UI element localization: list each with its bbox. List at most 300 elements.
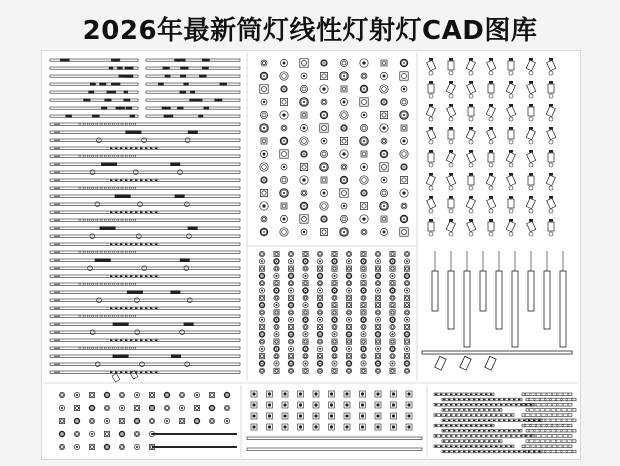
downlight-drawing <box>274 317 279 322</box>
downlight-drawing <box>149 405 154 410</box>
downlight-drawing <box>89 418 94 423</box>
strip-light-drawing <box>434 414 572 417</box>
square-lamp-drawing <box>298 391 304 397</box>
downlight-drawing <box>317 346 322 351</box>
track-rail-drawing <box>422 351 572 370</box>
downlight-drawing <box>361 251 366 256</box>
spotlights-panel <box>422 58 572 370</box>
downlight-drawing <box>104 405 109 410</box>
downlight-drawing <box>361 112 367 118</box>
spotlight-drawing <box>526 127 535 144</box>
downlight-drawing <box>288 354 293 359</box>
square-lamp-drawing <box>251 424 257 430</box>
strip-light-drawing <box>442 398 576 401</box>
square-lamp-drawing <box>391 424 397 430</box>
spotlight-drawing <box>428 81 434 98</box>
downlight-drawing <box>303 317 308 322</box>
downlight-drawing <box>341 164 347 170</box>
downlight-drawing <box>119 431 124 436</box>
downlight-drawing <box>74 392 79 397</box>
downlight-drawing <box>317 332 322 337</box>
downlight-drawing <box>332 251 337 256</box>
linear-light-drawing <box>50 266 240 271</box>
spotlight-drawing <box>508 127 514 144</box>
downlight-drawing <box>340 176 347 183</box>
square-lamp-drawing <box>251 413 257 419</box>
linear-light-drawing <box>50 138 240 143</box>
linear-light-drawing <box>50 155 240 157</box>
square-lamp-drawing <box>360 391 366 397</box>
linear-light-drawing <box>50 290 240 294</box>
downlight-drawing <box>274 288 279 293</box>
spotlight-drawing <box>527 219 536 236</box>
downlight-drawing <box>288 281 293 286</box>
downlight-drawing <box>400 72 408 80</box>
downlight-drawing <box>259 346 264 351</box>
downlight-drawing <box>259 317 264 322</box>
downlight-drawing <box>346 266 351 271</box>
downlight-drawing <box>104 418 109 423</box>
downlight-drawing <box>259 339 264 344</box>
spotlight-drawing <box>507 173 516 190</box>
strip-light-drawing <box>442 419 576 422</box>
downlight-drawing <box>400 59 407 66</box>
downlight-drawing <box>303 281 308 286</box>
downlight-drawing <box>300 85 307 92</box>
square-lamp-drawing <box>344 391 350 397</box>
downlight-drawing <box>332 317 337 322</box>
spotlight-drawing <box>467 219 476 236</box>
linear-light-drawing <box>50 115 240 118</box>
downlight-drawing <box>317 273 322 278</box>
downlight-drawing <box>301 112 307 118</box>
downlight-drawing <box>321 99 327 105</box>
downlight-drawing <box>261 138 267 144</box>
square-lamp-drawing <box>375 391 381 397</box>
downlight-drawing <box>400 137 407 144</box>
spotlight-drawing <box>508 196 514 213</box>
downlight-drawing <box>340 137 347 144</box>
square-lamp-drawing <box>344 402 350 408</box>
downlight-drawing <box>346 295 351 300</box>
downlight-drawing <box>300 163 307 170</box>
linear-light-drawing <box>50 298 240 303</box>
square-lamp-drawing <box>360 424 366 430</box>
downlight-drawing <box>375 354 380 359</box>
square-lamp-drawing <box>267 402 273 408</box>
downlight-drawing <box>320 72 327 79</box>
strip-light-drawing <box>434 435 572 438</box>
downlight-drawing <box>259 324 264 329</box>
downlight-drawing <box>361 354 366 359</box>
strip-light-drawing <box>442 450 576 453</box>
linear-light-drawing <box>50 354 240 358</box>
pendant-drawing <box>560 251 566 347</box>
spotlight-drawing <box>427 58 436 75</box>
square-lamp-drawing <box>267 424 273 430</box>
downlight-drawing <box>375 266 380 271</box>
downlight-drawing <box>320 124 328 132</box>
downlight-drawing <box>340 189 348 197</box>
downlight-drawing <box>134 431 139 436</box>
spotlight-drawing <box>427 127 436 144</box>
linear-light-drawing <box>50 123 240 125</box>
downlight-drawing <box>375 361 380 366</box>
spotlight-drawing <box>506 150 515 167</box>
square-lamp-drawing <box>375 413 381 419</box>
downlight-drawing <box>404 303 409 308</box>
square-lamp-drawing <box>391 413 397 419</box>
downlight-drawing <box>390 317 395 322</box>
downlight-drawing <box>288 361 293 366</box>
downlight-drawing <box>361 346 366 351</box>
downlight-drawing <box>280 150 288 158</box>
downlight-drawing <box>300 124 307 131</box>
downlight-drawing <box>340 98 347 105</box>
downlight-drawing <box>119 405 124 410</box>
square-lamp-drawing <box>391 391 397 397</box>
downlight-drawing <box>401 86 407 92</box>
downlight-drawing <box>360 124 367 131</box>
downlight-drawing <box>375 339 380 344</box>
downlight-drawing <box>288 317 293 322</box>
downlight-drawing <box>259 295 264 300</box>
downlight-drawing <box>346 310 351 315</box>
downlight-drawing <box>361 229 367 235</box>
downlight-drawing <box>390 295 395 300</box>
downlight-drawing <box>280 98 287 105</box>
downlight-drawing <box>346 317 351 322</box>
downlight-drawing <box>346 324 351 329</box>
downlight-drawing <box>274 324 279 329</box>
downlight-drawing <box>404 288 409 293</box>
downlight-drawing <box>260 150 267 157</box>
spotlight-drawing <box>548 150 554 167</box>
downlight-drawing <box>317 354 322 359</box>
pendant-drawing <box>528 251 534 311</box>
downlight-drawing <box>303 310 308 315</box>
downlight-drawing <box>259 266 264 271</box>
square-lamp-drawing <box>313 402 319 408</box>
downlight-drawing <box>381 138 387 144</box>
spotlight-drawing <box>428 150 434 167</box>
downlight-drawing <box>89 392 94 397</box>
downlight-drawing <box>320 202 328 210</box>
downlight-drawing <box>89 405 94 410</box>
downlight-drawing <box>74 431 79 436</box>
linear-light-drawing <box>50 147 240 149</box>
downlight-drawing <box>375 310 380 315</box>
downlight-drawing <box>404 310 409 315</box>
downlight-drawing <box>346 339 351 344</box>
downlight-drawing <box>274 310 279 315</box>
downlight-drawing <box>288 259 293 264</box>
downlight-drawing <box>303 288 308 293</box>
square-lamp-drawing <box>329 402 335 408</box>
downlight-drawing <box>390 273 395 278</box>
downlight-drawing <box>375 281 380 286</box>
linear-light-drawing <box>50 307 240 309</box>
downlight-drawing <box>381 99 387 105</box>
downlight-drawing <box>375 317 380 322</box>
linear-light-drawing <box>50 283 240 285</box>
downlight-drawing <box>340 111 348 119</box>
downlight-drawing <box>317 324 322 329</box>
spotlight-drawing <box>487 127 496 144</box>
square-lamp-drawing <box>298 413 304 419</box>
spotlight-drawing <box>448 58 454 75</box>
spotlight-drawing <box>428 219 434 236</box>
downlight-drawing <box>332 324 337 329</box>
downlight-drawing <box>321 60 327 66</box>
downlight-drawing <box>260 72 267 79</box>
spotlight-drawing <box>446 219 455 236</box>
downlight-drawing <box>301 229 307 235</box>
downlight-drawing <box>404 339 409 344</box>
square-lamp-drawing <box>282 424 288 430</box>
downlight-drawing <box>104 444 109 449</box>
downlight-drawing <box>209 392 214 397</box>
pendant-drawing <box>448 251 454 329</box>
downlight-drawing <box>164 418 169 423</box>
downlight-drawing <box>317 295 322 300</box>
downlight-drawing <box>375 259 380 264</box>
downlight-drawing <box>361 259 366 264</box>
spotlight-drawing <box>506 81 515 98</box>
downlight-drawing <box>332 368 337 373</box>
square-lamp-drawing <box>375 402 381 408</box>
downlight-drawing <box>375 288 380 293</box>
downlight-drawing <box>346 332 351 337</box>
downlight-drawing <box>380 202 388 210</box>
downlight-drawing <box>375 368 380 373</box>
downlight-drawing <box>303 346 308 351</box>
strip-light-drawing <box>442 440 576 443</box>
downlight-drawing <box>404 259 409 264</box>
downlight-drawing <box>346 273 351 278</box>
downlight-drawing <box>281 203 287 209</box>
downlight-drawing <box>274 273 279 278</box>
pendant-drawing <box>496 251 502 329</box>
downlight-drawing <box>404 295 409 300</box>
downlight-drawing <box>404 251 409 256</box>
linear-light-drawing <box>50 91 240 94</box>
downlight-drawing <box>259 361 264 366</box>
downlight-drawing <box>404 273 409 278</box>
downlight-drawing <box>74 418 79 423</box>
downlight-drawing <box>119 444 124 449</box>
downlight-drawing <box>390 259 395 264</box>
downlight-drawing <box>317 281 322 286</box>
downlight-drawing <box>59 444 64 449</box>
downlight-drawing <box>380 189 387 196</box>
downlight-drawing <box>361 295 366 300</box>
linear-light-drawing <box>50 162 240 166</box>
downlight-drawing <box>300 176 308 184</box>
square-lamp-drawing <box>406 391 412 397</box>
downlight-drawing <box>261 216 267 222</box>
downlight-drawing <box>179 418 184 423</box>
spotlight-drawing <box>507 104 516 121</box>
downlight-drawing <box>400 98 407 105</box>
spotlight-drawing <box>486 173 495 190</box>
downlight-drawing <box>260 85 268 93</box>
downlight-drawing <box>361 281 366 286</box>
downlight-drawing <box>303 339 308 344</box>
downlight-drawing <box>346 251 351 256</box>
downlight-drawing <box>274 303 279 308</box>
downlight-drawing <box>303 332 308 337</box>
square-lamp-drawing <box>313 424 319 430</box>
square-lamp-drawing <box>298 402 304 408</box>
downlight-drawing <box>259 303 264 308</box>
downlight-drawing <box>303 324 308 329</box>
spotlight-drawing <box>466 196 475 213</box>
linear-light-drawing <box>50 130 240 134</box>
downlight-drawing <box>194 418 199 423</box>
spotlight-drawing <box>448 196 454 213</box>
downlight-drawing <box>390 324 395 329</box>
spotlight-drawing <box>488 150 494 167</box>
pendant-drawing <box>464 251 470 347</box>
downlight-drawing <box>375 324 380 329</box>
downlight-drawing <box>260 111 267 118</box>
downlight-drawing <box>301 73 307 79</box>
strip-light-drawing <box>442 409 576 412</box>
downlight-drawing <box>89 444 94 449</box>
downlight-drawing <box>404 324 409 329</box>
downlight-drawing <box>274 346 279 351</box>
square-lamp-drawing <box>391 402 397 408</box>
downlight-drawing <box>274 295 279 300</box>
downlight-drawing <box>260 124 268 132</box>
downlight-drawing <box>274 332 279 337</box>
downlight-drawing <box>274 368 279 373</box>
downlight-drawing <box>317 251 322 256</box>
downlight-drawing <box>404 361 409 366</box>
downlight-drawing <box>332 354 337 359</box>
downlight-drawing <box>194 405 199 410</box>
downlight-drawing <box>381 216 387 222</box>
spotlight-drawing <box>528 104 534 121</box>
downlight-drawing <box>260 163 268 171</box>
downlight-drawing <box>303 259 308 264</box>
downlight-drawing <box>390 288 395 293</box>
downlight-drawing <box>361 310 366 315</box>
downlight-drawing <box>288 288 293 293</box>
downlight-drawing <box>280 59 287 66</box>
downlight-drawing <box>261 99 267 105</box>
downlight-drawing <box>281 164 287 170</box>
spotlight-drawing <box>446 81 455 98</box>
downlight-drawing <box>280 189 288 197</box>
spotlight-drawing <box>527 150 536 167</box>
downlight-drawing <box>317 339 322 344</box>
downlight-drawing <box>59 431 64 436</box>
linear-light-drawing <box>50 187 240 189</box>
spotlight-drawing <box>486 104 495 121</box>
downlight-drawing <box>260 202 268 210</box>
downlight-drawing <box>74 444 79 449</box>
downlight-drawing <box>361 303 366 308</box>
spotlight-drawing <box>446 150 455 167</box>
downlight-drawing <box>209 418 214 423</box>
downlight-drawing <box>288 266 293 271</box>
downlight-drawing <box>390 354 395 359</box>
downlight-drawing <box>346 361 351 366</box>
downlight-drawing <box>274 259 279 264</box>
linear-light-drawing <box>50 258 240 262</box>
downlight-drawing <box>375 251 380 256</box>
downlight-drawing <box>300 98 308 106</box>
spotlight-drawing <box>468 104 474 121</box>
downlight-drawing <box>281 125 287 131</box>
downlight-drawing <box>288 273 293 278</box>
spotlight-drawing <box>506 219 515 236</box>
downlight-drawing <box>320 85 328 93</box>
downlight-drawing <box>317 361 322 366</box>
downlight-drawing <box>390 339 395 344</box>
downlight-drawing <box>164 392 169 397</box>
spotlight-drawing <box>447 173 456 190</box>
downlight-drawing <box>346 288 351 293</box>
downlight-drawing <box>360 202 367 209</box>
downlight-drawing <box>104 392 109 397</box>
downlight-drawing <box>380 85 388 93</box>
downlight-drawing <box>346 354 351 359</box>
downlight-drawing <box>317 310 322 315</box>
downlight-drawing <box>280 72 288 80</box>
downlight-drawing <box>119 392 124 397</box>
spotlight-drawing <box>487 196 496 213</box>
downlight-drawing <box>361 339 366 344</box>
downlight-drawing <box>274 354 279 359</box>
downlight-drawing <box>224 405 229 410</box>
downlight-drawing <box>274 339 279 344</box>
square-lamp-drawing <box>251 391 257 397</box>
downlight-drawing <box>361 190 367 196</box>
cad-sheet <box>41 50 581 460</box>
downlight-drawing <box>390 310 395 315</box>
downlight-drawing <box>360 98 368 106</box>
linear-light-drawing <box>50 194 240 198</box>
downlight-drawing <box>320 189 327 196</box>
spotlight-drawing <box>488 219 494 236</box>
downlight-drawing <box>346 259 351 264</box>
downlight-drawing <box>341 125 347 131</box>
downlight-drawing <box>390 361 395 366</box>
square-lamp-drawing <box>282 402 288 408</box>
downlight-drawing <box>321 138 327 144</box>
strip-light-drawing <box>434 445 572 448</box>
downlight-drawing <box>288 346 293 351</box>
downlight-drawing <box>288 339 293 344</box>
linear-lights-panel <box>50 59 240 383</box>
downlight-drawing <box>224 392 229 397</box>
spotlight-drawing <box>466 127 475 144</box>
spotlight-drawing <box>547 196 556 213</box>
spotlight-drawing <box>448 127 454 144</box>
downlight-drawing <box>288 310 293 315</box>
downlight-drawing <box>360 163 367 170</box>
downlight-drawing <box>340 215 347 222</box>
square-lamp-drawing <box>313 391 319 397</box>
downlight-drawing <box>321 177 327 183</box>
downlight-drawing <box>401 125 407 131</box>
downlight-drawing <box>332 310 337 315</box>
downlight-drawing <box>361 288 366 293</box>
downlight-drawing <box>288 324 293 329</box>
